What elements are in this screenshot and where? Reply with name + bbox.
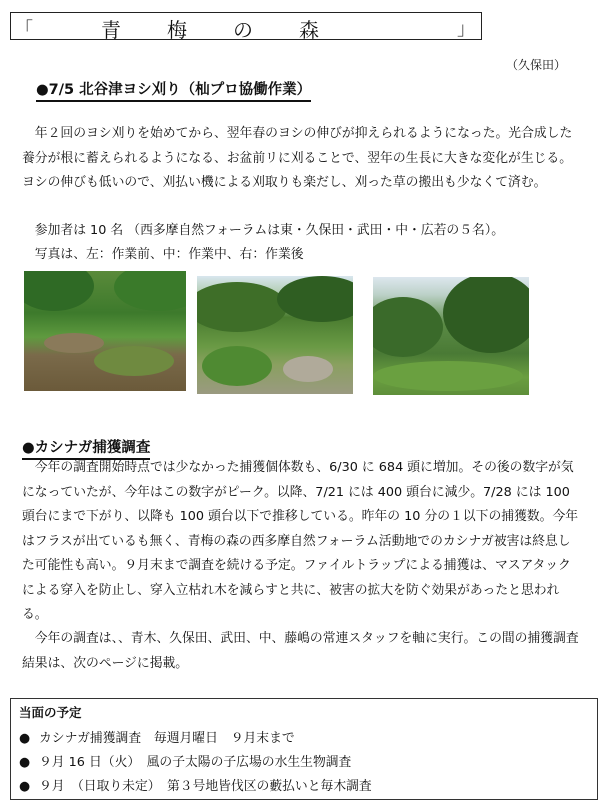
schedule-item (19, 727, 295, 746)
photo-after-work (373, 277, 529, 395)
title-bracket-close: 」 (457, 19, 475, 40)
schedule-item (19, 775, 372, 794)
section-paragraph-kashinaga-2: 今年の調査は、、青木、久保田、武田、中、藤嶋の常連スタッフを軸に実行。この間の捕獲調査結果は、次のページに掲載。 (22, 631, 579, 671)
section-paragraph-yoshi: 年２回のヨシ刈りを始めてから、翌年春のヨシの伸びが抑えられるようになった。光合成した養分が根に蓄えられるようになる、お盆前リに刈ることで、翌年の生長に大きな変化が生じる。ヨシの伸びも低いので、刈払い機による刈取りも楽だし、刈った草の搬出も少なくて済む。 (22, 126, 573, 190)
section-heading-kashinaga: ●カシナガ捕獲調査 (22, 436, 150, 460)
section-paragraph-kashinaga: 今年の調査開始時点では少なかった捕獲個体数も、6/30 に 684 頭に増加。その後の数字が気になっていたが、今年はこの数字がピーク。以降、7/21 には 400 頭台に減少。7/28 には 100 頭台にまで下がり、以降も 100 頭台以下で推移している。昨年の 10 分の１以下の捕獲数。今年はフラスが出ているも無く、青梅の森の西多摩自然フォーラム活動地でのカシナガ被害は終息した可能性も高い。９月末まで調査を続ける予定。ファイルトラップによる捕獲は、マスアタックによる穿入を防止し、穿入立枯れ木を減らすと共に、被害の拡大を防ぐ効果があったと思われる。 (22, 460, 579, 622)
schedule-item-text: ９月 （日取り未定） 第３号地皆伐区の藪払いと毎木調査 (39, 779, 372, 794)
photo-during-work (197, 276, 353, 394)
photo-caption: 写真は、左：作業前、中：作業中、右：作業後 (34, 247, 304, 262)
schedule-item-text: カシナガ捕獲調査 毎週月曜日 ９月末まで (39, 731, 295, 746)
schedule-item-text: ９月 16 日（火） 風の子太陽の子広場の水生生物調査 (39, 755, 352, 770)
section-heading-yoshi: ●7/5 北谷津ヨシ刈り（杣プロ協働作業） (36, 78, 311, 102)
schedule-title: 当面の予定 (19, 705, 82, 720)
photo-before-work (24, 271, 186, 391)
bullet-icon: ● (19, 755, 31, 770)
page-title: 青梅の森 (101, 18, 365, 42)
bullet-icon: ● (19, 779, 31, 794)
schedule-box (10, 698, 598, 800)
author-name: （久保田） (505, 58, 566, 72)
participants-text: 参加者は 10 名 （西多摩自然フォーラムは東・久保田・武田・中・広若の５名）。 (34, 223, 505, 238)
schedule-item (19, 751, 351, 770)
title-box (10, 12, 482, 40)
bullet-icon: ● (19, 731, 31, 746)
title-bracket-open: 「 (15, 19, 33, 40)
